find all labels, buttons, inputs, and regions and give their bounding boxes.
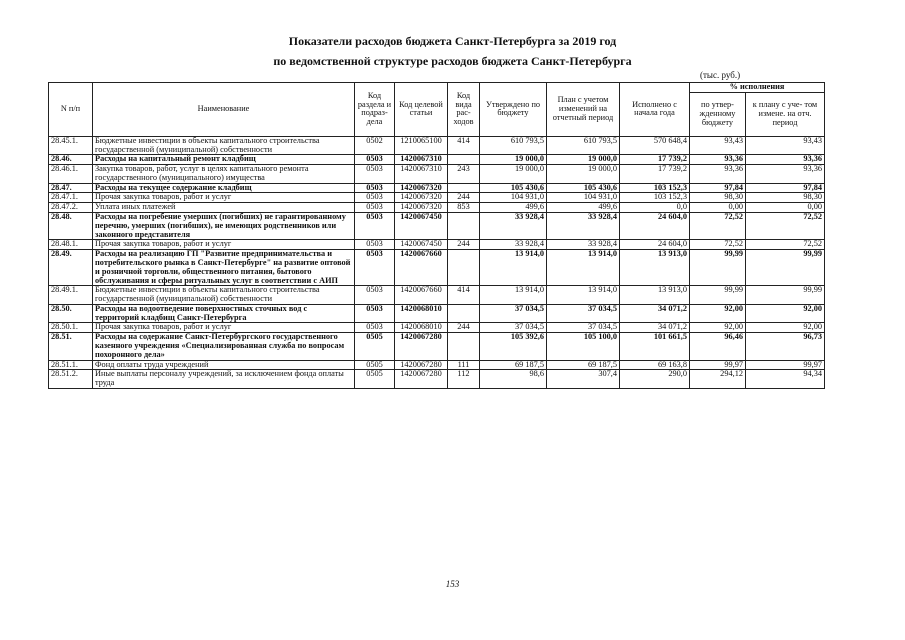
cell-pct1: 97,84 <box>690 183 746 193</box>
cell-name: Бюджетные инвестиции в объекты капитального строительства государственной (муниципальной) собственности <box>93 136 355 155</box>
cell-pct1: 93,36 <box>690 165 746 184</box>
cell-name: Фонд оплаты труда учреждений <box>93 360 355 370</box>
cell-executed: 0,0 <box>620 203 690 213</box>
cell-executed: 103 152,3 <box>620 183 690 193</box>
cell-plan: 19 000,0 <box>547 155 620 165</box>
table-row <box>49 183 825 193</box>
cell-approved: 19 000,0 <box>480 155 547 165</box>
cell-executed: 17 739,2 <box>620 155 690 165</box>
cell-pct2: 99,99 <box>746 286 825 305</box>
cell-section: 0503 <box>355 165 395 184</box>
cell-section: 0502 <box>355 136 395 155</box>
cell-plan: 33 928,4 <box>547 213 620 240</box>
cell-target: 1420067660 <box>395 286 448 305</box>
cell-num: 28.47.2. <box>49 203 93 213</box>
cell-exptype: 244 <box>448 323 480 333</box>
cell-pct2: 94,34 <box>746 370 825 389</box>
header-name: Наименование <box>93 83 355 137</box>
table-row <box>49 240 825 250</box>
report-title: Показатели расходов бюджета Санкт-Петербурга за 2019 год <box>288 34 617 48</box>
header-pct-group: % исполнения <box>690 83 825 93</box>
table-row <box>49 304 825 323</box>
cell-executed: 101 661,5 <box>620 333 690 360</box>
cell-num: 28.45.1. <box>49 136 93 155</box>
header-executed: Исполнено с начала года <box>620 83 690 137</box>
cell-pct2: 93,36 <box>746 165 825 184</box>
cell-target: 1420067280 <box>395 360 448 370</box>
cell-target: 1420068010 <box>395 323 448 333</box>
cell-plan: 19 000,0 <box>547 165 620 184</box>
cell-executed: 69 163,8 <box>620 360 690 370</box>
cell-pct2: 98,30 <box>746 193 825 203</box>
cell-section: 0503 <box>355 193 395 203</box>
header-exptype: Код вида рас- ходов <box>448 83 480 137</box>
cell-pct1: 72,52 <box>690 240 746 250</box>
cell-plan: 69 187,5 <box>547 360 620 370</box>
report-subtitle: по ведомственной структуре расходов бюджета Санкт-Петербурга <box>273 54 632 68</box>
cell-exptype <box>448 333 480 360</box>
cell-executed: 24 604,0 <box>620 240 690 250</box>
cell-section: 0505 <box>355 360 395 370</box>
cell-plan: 499,6 <box>547 203 620 213</box>
cell-section: 0503 <box>355 203 395 213</box>
cell-num: 28.51.1. <box>49 360 93 370</box>
cell-name: Расходы на реализацию ГП "Развитие предпринимательства и потребительского рынка в Санкт-Петербурге" на развитие оптовой и розничной торговли, общественного питания, бытового обслуживания и сферы ритуальных услуг в соответствии с АИП <box>93 250 355 286</box>
cell-section: 0503 <box>355 250 395 286</box>
cell-exptype: 111 <box>448 360 480 370</box>
cell-plan: 105 430,6 <box>547 183 620 193</box>
cell-pct1: 98,30 <box>690 193 746 203</box>
cell-pct2: 93,36 <box>746 155 825 165</box>
table-row <box>49 360 825 370</box>
cell-name: Прочая закупка товаров, работ и услуг <box>93 240 355 250</box>
cell-section: 0503 <box>355 213 395 240</box>
table-row <box>49 250 825 286</box>
cell-plan: 307,4 <box>547 370 620 389</box>
cell-target: 1420068010 <box>395 304 448 323</box>
cell-exptype: 414 <box>448 136 480 155</box>
table-row <box>49 370 825 389</box>
cell-exptype <box>448 183 480 193</box>
cell-num: 28.46. <box>49 155 93 165</box>
header-pct-approved: по утвер- жденному бюджету <box>690 92 746 136</box>
cell-target: 1420067660 <box>395 250 448 286</box>
cell-pct1: 294,12 <box>690 370 746 389</box>
cell-approved: 33 928,4 <box>480 213 547 240</box>
cell-pct2: 92,00 <box>746 323 825 333</box>
cell-target: 1420067280 <box>395 370 448 389</box>
cell-executed: 13 913,0 <box>620 250 690 286</box>
table-row <box>49 286 825 305</box>
table-row <box>49 213 825 240</box>
cell-name: Расходы на погребение умерших (погибших) не гарантированному перечню, умерших (погибших), не имеющих родственников или законного представителя <box>93 213 355 240</box>
cell-exptype <box>448 155 480 165</box>
cell-plan: 13 914,0 <box>547 250 620 286</box>
cell-name: Прочая закупка товаров, работ и услуг <box>93 323 355 333</box>
cell-pct2: 0,00 <box>746 203 825 213</box>
cell-name: Бюджетные инвестиции в объекты капитального строительства государственной (муниципальной) собственности <box>93 286 355 305</box>
cell-section: 0505 <box>355 370 395 389</box>
cell-section: 0503 <box>355 155 395 165</box>
cell-name: Иные выплаты персоналу учреждений, за исключением фонда оплаты труда <box>93 370 355 389</box>
cell-exptype <box>448 304 480 323</box>
cell-approved: 98,6 <box>480 370 547 389</box>
cell-executed: 34 071,2 <box>620 323 690 333</box>
cell-exptype: 243 <box>448 165 480 184</box>
table-body <box>49 136 825 388</box>
cell-target: 1420067320 <box>395 193 448 203</box>
cell-target: 1420067310 <box>395 155 448 165</box>
cell-plan: 37 034,5 <box>547 304 620 323</box>
table-row <box>49 155 825 165</box>
cell-pct2: 99,99 <box>746 250 825 286</box>
cell-num: 28.48. <box>49 213 93 240</box>
header-plan: План с учетом изменений на отчетный период <box>547 83 620 137</box>
budget-table <box>48 82 825 389</box>
cell-section: 0503 <box>355 286 395 305</box>
cell-pct2: 93,43 <box>746 136 825 155</box>
cell-pct2: 72,52 <box>746 213 825 240</box>
cell-num: 28.46.1. <box>49 165 93 184</box>
cell-pct1: 96,46 <box>690 333 746 360</box>
cell-section: 0503 <box>355 323 395 333</box>
header-approved: Утверждено по бюджету <box>480 83 547 137</box>
cell-target: 1420067320 <box>395 183 448 193</box>
cell-executed: 103 152,3 <box>620 193 690 203</box>
cell-plan: 37 034,5 <box>547 323 620 333</box>
cell-pct2: 97,84 <box>746 183 825 193</box>
cell-plan: 33 928,4 <box>547 240 620 250</box>
cell-num: 28.50. <box>49 304 93 323</box>
cell-name: Прочая закупка товаров, работ и услуг <box>93 193 355 203</box>
cell-exptype <box>448 250 480 286</box>
cell-name: Расходы на содержание Санкт-Петербургского государственного казенного учреждения «Специализированная служба по вопросам похоронного дела» <box>93 333 355 360</box>
cell-exptype: 112 <box>448 370 480 389</box>
page-number: 153 <box>445 579 460 589</box>
cell-name: Расходы на текущее содержание кладбищ <box>93 183 355 193</box>
cell-pct1: 93,43 <box>690 136 746 155</box>
cell-name: Закупка товаров, работ, услуг в целях капитального ремонта государственного (муниципального) имущества <box>93 165 355 184</box>
cell-target: 1210065100 <box>395 136 448 155</box>
cell-pct1: 99,97 <box>690 360 746 370</box>
cell-target: 1420067320 <box>395 203 448 213</box>
cell-approved: 13 914,0 <box>480 286 547 305</box>
table-row <box>49 333 825 360</box>
cell-name: Уплата иных платежей <box>93 203 355 213</box>
table-row <box>49 193 825 203</box>
cell-approved: 105 430,6 <box>480 183 547 193</box>
header-pct-plan: к плану с уче- том измене. на отч. период <box>746 92 825 136</box>
table-row <box>49 203 825 213</box>
cell-executed: 34 071,2 <box>620 304 690 323</box>
cell-num: 28.47. <box>49 183 93 193</box>
cell-approved: 499,6 <box>480 203 547 213</box>
cell-pct1: 92,00 <box>690 323 746 333</box>
cell-pct1: 99,99 <box>690 286 746 305</box>
cell-exptype: 244 <box>448 240 480 250</box>
cell-num: 28.48.1. <box>49 240 93 250</box>
cell-pct1: 99,99 <box>690 250 746 286</box>
cell-approved: 105 392,6 <box>480 333 547 360</box>
cell-executed: 13 913,0 <box>620 286 690 305</box>
cell-exptype: 414 <box>448 286 480 305</box>
cell-target: 1420067450 <box>395 213 448 240</box>
cell-pct2: 72,52 <box>746 240 825 250</box>
cell-plan: 104 931,0 <box>547 193 620 203</box>
cell-executed: 290,0 <box>620 370 690 389</box>
cell-executed: 17 739,2 <box>620 165 690 184</box>
cell-name: Расходы на капитальный ремонт кладбищ <box>93 155 355 165</box>
cell-approved: 37 034,5 <box>480 323 547 333</box>
cell-num: 28.49. <box>49 250 93 286</box>
cell-section: 0503 <box>355 240 395 250</box>
cell-approved: 104 931,0 <box>480 193 547 203</box>
cell-pct1: 92,00 <box>690 304 746 323</box>
header-section: Код раздела и подраз- дела <box>355 83 395 137</box>
cell-exptype: 244 <box>448 193 480 203</box>
table-row <box>49 165 825 184</box>
cell-exptype: 853 <box>448 203 480 213</box>
cell-plan: 105 100,0 <box>547 333 620 360</box>
cell-pct1: 0,00 <box>690 203 746 213</box>
cell-num: 28.51.2. <box>49 370 93 389</box>
header-target: Код целевой статьи <box>395 83 448 137</box>
cell-plan: 610 793,5 <box>547 136 620 155</box>
cell-approved: 33 928,4 <box>480 240 547 250</box>
cell-approved: 610 793,5 <box>480 136 547 155</box>
cell-target: 1420067280 <box>395 333 448 360</box>
cell-target: 1420067450 <box>395 240 448 250</box>
cell-num: 28.50.1. <box>49 323 93 333</box>
cell-pct1: 72,52 <box>690 213 746 240</box>
header-num: N п/п <box>49 83 93 137</box>
cell-pct1: 93,36 <box>690 155 746 165</box>
cell-pct2: 92,00 <box>746 304 825 323</box>
table-row <box>49 323 825 333</box>
units-label: (тыс. руб.) <box>700 70 741 80</box>
cell-approved: 19 000,0 <box>480 165 547 184</box>
cell-approved: 69 187,5 <box>480 360 547 370</box>
table-row <box>49 136 825 155</box>
cell-executed: 24 604,0 <box>620 213 690 240</box>
cell-approved: 13 914,0 <box>480 250 547 286</box>
cell-executed: 570 648,4 <box>620 136 690 155</box>
cell-num: 28.49.1. <box>49 286 93 305</box>
cell-section: 0503 <box>355 304 395 323</box>
cell-plan: 13 914,0 <box>547 286 620 305</box>
cell-num: 28.47.1. <box>49 193 93 203</box>
cell-target: 1420067310 <box>395 165 448 184</box>
cell-pct2: 96,73 <box>746 333 825 360</box>
cell-exptype <box>448 213 480 240</box>
cell-section: 0505 <box>355 333 395 360</box>
cell-pct2: 99,97 <box>746 360 825 370</box>
cell-approved: 37 034,5 <box>480 304 547 323</box>
cell-num: 28.51. <box>49 333 93 360</box>
cell-name: Расходы на водоотведение поверхностных сточных вод с территорий кладбищ Санкт-Петербурга <box>93 304 355 323</box>
cell-section: 0503 <box>355 183 395 193</box>
